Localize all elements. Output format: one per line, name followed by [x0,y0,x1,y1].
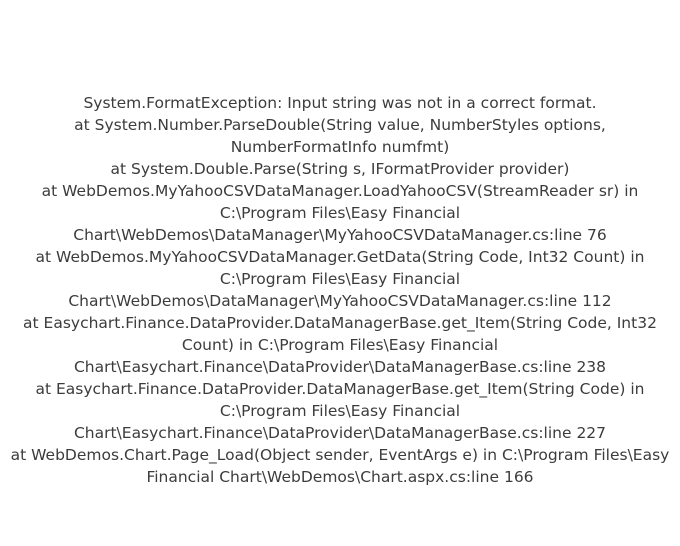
exception-stack-trace [0,92,680,488]
stack-frame: at System.Double.Parse(String s, IFormatProvider provider) [110,160,570,178]
stack-frame: at WebDemos.MyYahooCSVDataManager.GetData(String Code, Int32 Count) in C:\Program Files\Easy Financial Chart\WebDemos\DataManager\MyYahooCSVDataManager.cs:line 112 [35,248,645,310]
stack-frame: at WebDemos.MyYahooCSVDataManager.LoadYahooCSV(StreamReader sr) in C:\Program Files\Easy Financial Chart\WebDemos\DataManager\MyYahooCSVDataManager.cs:line 76 [41,182,639,244]
exception-message: System.FormatException: Input string was not in a correct format. [83,94,597,112]
stack-frame: at Easychart.Finance.DataProvider.DataManagerBase.get_Item(String Code) in C:\Program Files\Easy Financial Chart\Easychart.Finance\DataProvider\DataManagerBase.cs:line 227 [35,380,645,442]
stack-frame: at System.Number.ParseDouble(String value, NumberStyles options, NumberFormatInfo numfmt) [74,116,606,156]
stack-frame: at Easychart.Finance.DataProvider.DataManagerBase.get_Item(String Code, Int32 Count) in C:\Program Files\Easy Financial Chart\Easychart.Finance\DataProvider\DataManagerBase.cs:line 238 [23,314,657,376]
stack-frame: at WebDemos.Chart.Page_Load(Object sender, EventArgs e) in C:\Program Files\Easy Financial Chart\WebDemos\Chart.aspx.cs:line 166 [10,446,670,486]
